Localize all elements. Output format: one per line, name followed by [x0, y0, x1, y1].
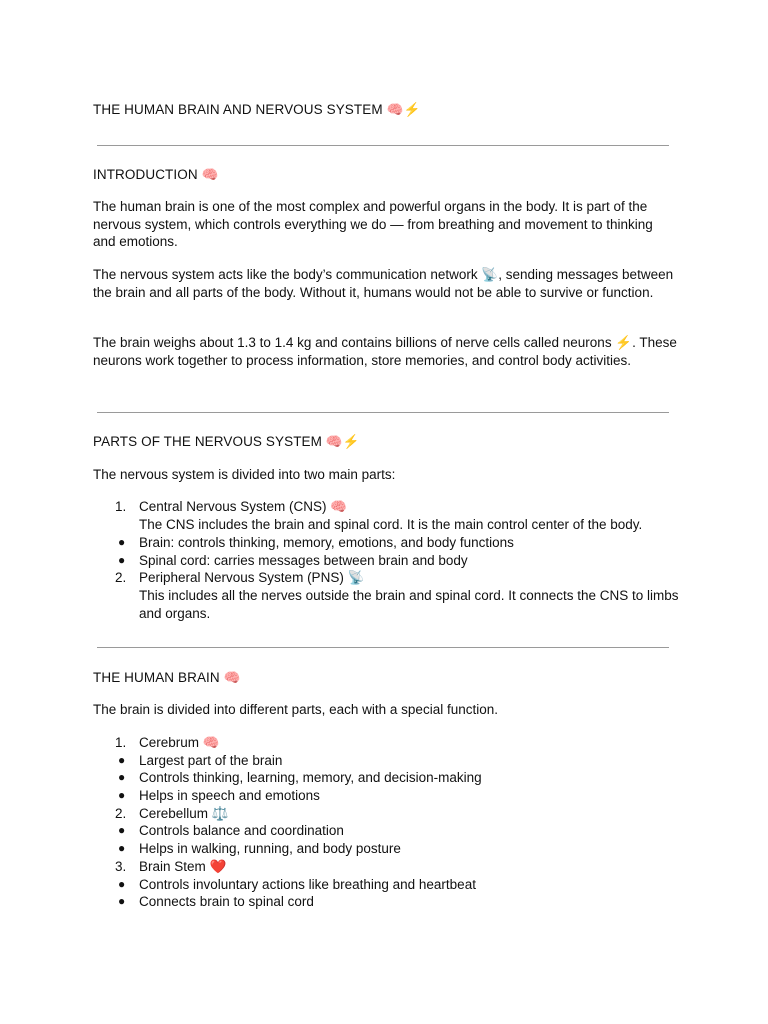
list-item — [93, 893, 678, 911]
bullet-marker: ● — [118, 877, 126, 891]
section-bullet: Largest part of the brain — [139, 753, 283, 768]
pns-description: This includes all the nerves outside the brain and spinal cord. It connects the CNS to limbs and organs. — [139, 588, 679, 621]
bullet-marker: ● — [118, 553, 126, 567]
list-item — [93, 787, 678, 805]
parts-intro: The nervous system is divided into two main parts: — [93, 467, 396, 482]
parts-heading: PARTS OF THE NERVOUS SYSTEM 🧠⚡ — [93, 434, 360, 449]
list-item — [93, 876, 678, 894]
list-item — [93, 822, 678, 840]
introduction-paragraph-3: The brain weighs about 1.3 to 1.4 kg and contains billions of nerve cells called neurons ⚡. These neurons work together to process information, store memories, and control body activities. — [93, 335, 677, 368]
list-item — [93, 734, 678, 752]
bullet-marker: ● — [118, 823, 126, 837]
list-item — [93, 534, 678, 552]
document-title: THE HUMAN BRAIN AND NERVOUS SYSTEM 🧠⚡ — [93, 102, 421, 117]
cns-bullet: Spinal cord: carries messages between brain and body — [139, 553, 468, 568]
section-title: Cerebellum ⚖️ — [139, 806, 229, 821]
bullet-marker: ● — [118, 770, 126, 784]
section-bullet: Helps in speech and emotions — [139, 788, 320, 803]
section-bullet: Controls balance and coordination — [139, 823, 344, 838]
bullet-marker: ● — [118, 535, 126, 549]
bullet-marker: ● — [118, 753, 126, 767]
list-item — [93, 858, 678, 876]
divider — [97, 145, 669, 146]
list-item — [93, 498, 678, 516]
section-title: Brain Stem ❤️ — [139, 859, 227, 874]
list-item — [93, 805, 678, 823]
list-item — [93, 769, 678, 787]
pns-title: Peripheral Nervous System (PNS) 📡 — [139, 570, 365, 585]
introduction-paragraph-2: The nervous system acts like the body’s communication network 📡, sending messages between the brain and all parts of the body. Without it, humans would not be able to survive or function. — [93, 267, 674, 300]
list-item — [93, 569, 678, 587]
bullet-marker: ● — [118, 841, 126, 855]
list-item — [93, 752, 678, 770]
bullet-marker: ● — [118, 894, 126, 908]
divider — [97, 412, 669, 413]
section-bullet: Controls thinking, learning, memory, and decision-making — [139, 770, 482, 785]
list-item — [93, 552, 678, 570]
cns-title: Central Nervous System (CNS) 🧠 — [139, 499, 348, 514]
list-number: 1. — [115, 499, 127, 514]
cns-bullet: Brain: controls thinking, memory, emotions, and body functions — [139, 535, 514, 550]
bullet-marker: ● — [118, 788, 126, 802]
introduction-heading: INTRODUCTION 🧠 — [93, 167, 219, 182]
section-bullet: Controls involuntary actions like breathing and heartbeat — [139, 877, 476, 892]
brain-intro: The brain is divided into different parts, each with a special function. — [93, 702, 498, 717]
section-bullet: Helps in walking, running, and body posture — [139, 841, 401, 856]
divider — [97, 647, 669, 648]
introduction-paragraph-1: The human brain is one of the most complex and powerful organs in the body. It is part of the nervous system, which controls everything we do — from breathing and movement to thinking and emotions. — [93, 199, 653, 250]
list-number: 1. — [115, 735, 127, 750]
list-number: 2. — [115, 570, 127, 585]
cns-description: The CNS includes the brain and spinal cord. It is the main control center of the body. — [139, 517, 643, 532]
list-item — [93, 840, 678, 858]
brain-heading: THE HUMAN BRAIN 🧠 — [93, 670, 241, 685]
section-title: Cerebrum 🧠 — [139, 735, 220, 750]
list-number: 3. — [115, 859, 127, 874]
list-number: 2. — [115, 806, 127, 821]
section-bullet: Connects brain to spinal cord — [139, 894, 314, 909]
